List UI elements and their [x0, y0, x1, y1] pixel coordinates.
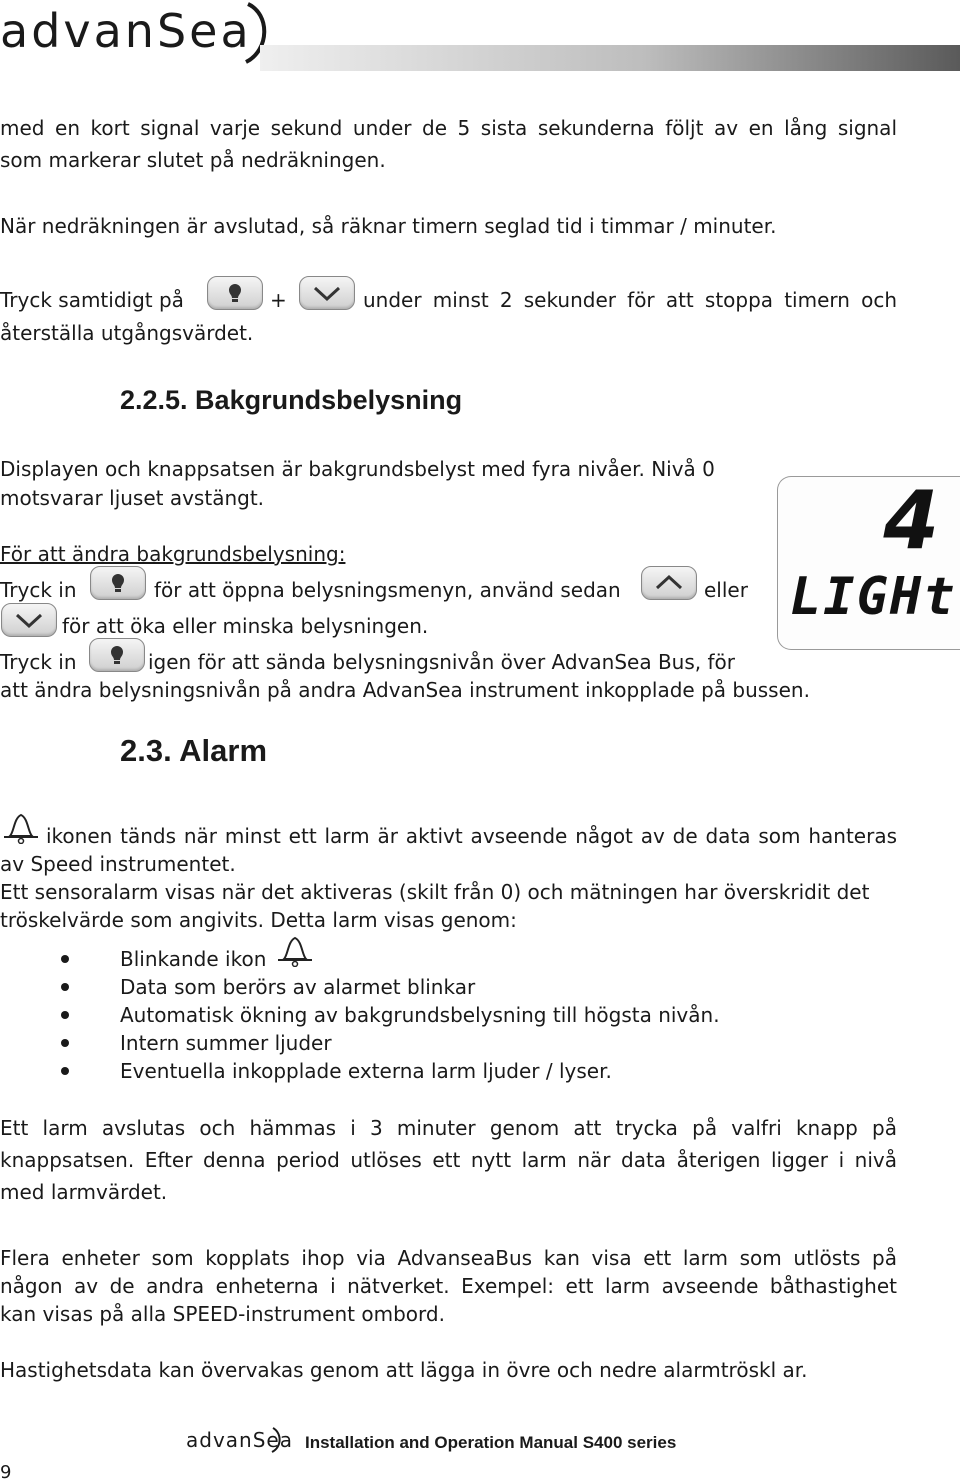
paragraph-line: Ett sensoralarm visas när det aktiveras (skilt från 0) och mätningen har överskridit det — [0, 880, 870, 904]
list-item: Eventuella inkopplade externa larm ljuder / lyser. — [120, 1059, 612, 1083]
list-item: Data som berörs av alarmet blinkar — [120, 975, 476, 999]
paragraph-line: Hastighetsdata kan övervakas genom att lägga in övre och nedre alarmtröskl ar. — [0, 1358, 808, 1382]
bell-icon — [276, 933, 314, 967]
lcd-display — [777, 476, 960, 650]
paragraph-line: med larmvärdet. — [0, 1180, 168, 1204]
footer-logo: advanSea — [186, 1428, 293, 1452]
paragraph-line: med en kort signal varje sekund under de 5 sista sekunderna följt av en lång signal — [0, 116, 897, 140]
paragraph-line: kan visas på alla SPEED-instrument ombord. — [0, 1302, 445, 1326]
tryck-in-label: Tryck in — [0, 578, 77, 602]
paragraph-line: återställa utgångsvärdet. — [0, 321, 254, 345]
paragraph-text: igen för att sända belysningsnivån över AdvanSea Bus, för — [148, 650, 735, 674]
header-logo: advanSea — [0, 4, 252, 58]
paragraph-line: av Speed instrumentet. — [0, 852, 236, 876]
paragraph-line: ikonen tänds när minst ett larm är aktivt avseende något av de data som hanteras — [46, 824, 897, 848]
paragraph-text: för att öppna belysningsmenyn, använd sedan — [154, 578, 621, 602]
subheading-text: För att ändra bakgrundsbelysning: — [0, 542, 346, 566]
paragraph-text: för att öka eller minska belysningen. — [62, 614, 429, 638]
paragraph-line: motsvarar ljuset avstängt. — [0, 486, 265, 510]
light-button-icon — [90, 566, 146, 600]
page-number: 9 — [0, 1462, 12, 1483]
list-item: Blinkande ikon — [120, 947, 267, 971]
bullet-marker — [61, 1011, 69, 1019]
bullet-marker — [61, 983, 69, 991]
bullet-marker — [61, 955, 69, 963]
paragraph-line: tröskelvärde som angivits. Detta larm visas genom: — [0, 908, 517, 932]
header-stripe — [260, 45, 960, 71]
bullet-marker — [61, 1039, 69, 1047]
subheading — [0, 540, 345, 568]
tryck-in-label: Tryck in — [0, 650, 77, 674]
paragraph-text: under minst 2 sekunder för att stoppa timern och — [363, 288, 897, 312]
section-heading: 2.2.5. Bakgrundsbelysning — [120, 385, 463, 415]
paragraph-text: eller — [704, 578, 748, 602]
paragraph-line: knappsatsen. Efter denna period utlöses ett nytt larm när data återigen ligger i nivå — [0, 1148, 897, 1172]
paragraph-line: Displayen och knappsatsen är bakgrundsbelyst med fyra nivåer. Nivå 0 — [0, 457, 715, 481]
paragraph-line: Flera enheter som kopplats ihop via AdvanseaBus kan visa ett larm som utlösts på — [0, 1246, 897, 1270]
lcd-digit: 4 — [883, 476, 939, 567]
footer-title: Installation and Operation Manual S400 series — [305, 1433, 677, 1452]
logo-swoosh-icon — [271, 1426, 283, 1454]
plus-sign: + — [270, 288, 287, 312]
bell-icon — [2, 810, 40, 844]
paragraph-line: att ändra belysningsnivån på andra AdvanSea instrument inkopplade på bussen. — [0, 678, 810, 702]
down-button-icon — [1, 603, 57, 637]
list-item: Automatisk ökning av bakgrundsbelysning till högsta nivån. — [120, 1003, 720, 1027]
paragraph-text: Tryck samtidigt på — [0, 288, 184, 312]
paragraph-line: När nedräkningen är avslutad, så räknar timern seglad tid i timmar / minuter. — [0, 214, 777, 238]
paragraph-line: som markerar slutet på nedräkningen. — [0, 148, 386, 172]
list-item: Intern summer ljuder — [120, 1031, 332, 1055]
paragraph-line: någon av de andra enheterna i nätverket. Exempel: ett larm avseende båthastighet — [0, 1274, 897, 1298]
lcd-label: LIGHt — [790, 567, 957, 627]
light-button-icon — [89, 638, 145, 672]
light-button-icon — [207, 276, 263, 310]
paragraph-line: Ett larm avslutas och hämmas i 3 minuter genom att trycka på valfri knapp på — [0, 1116, 897, 1140]
section-heading: 2.3. Alarm — [120, 733, 268, 768]
down-button-icon — [299, 276, 355, 310]
bullet-marker — [61, 1067, 69, 1075]
up-button-icon — [641, 566, 697, 600]
